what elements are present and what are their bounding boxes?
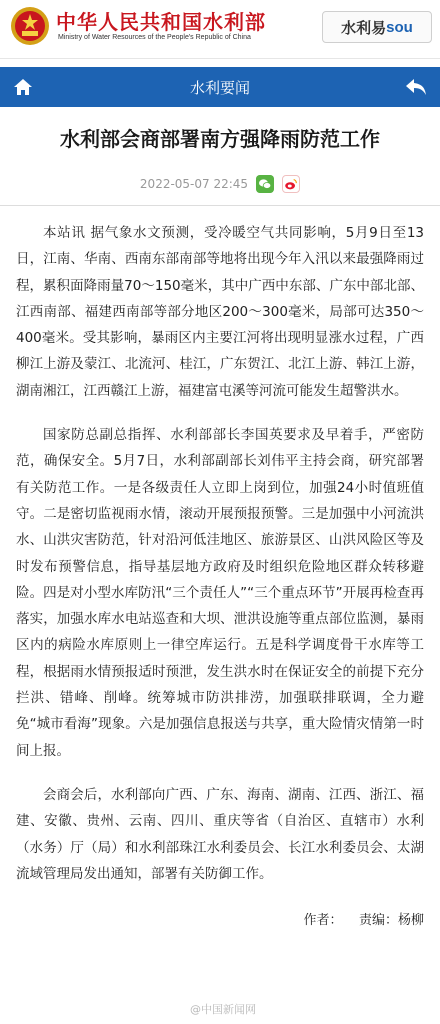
publish-timestamp: 2022-05-07 22:45 [139,177,249,191]
shuili-yisou-logo[interactable] [322,11,432,43]
nav-title: 水利要闻 [189,78,250,97]
article-byline: 作者： 责编：杨柳 [303,913,424,929]
app-logo-latin: sou [386,18,413,36]
article-meta [0,173,440,195]
article-paragraph: 本站讯 据气象水文预测，受冷暖空气共同影响，5月9日至13日，江南、华南、西南东部南部等地将出现今年入汛以来最强降雨过程，累积面降雨量70～150毫米，其中广西中东部、广东中部北部、江西南部、福建西南部等部分地区200～300毫米，局部可达350～400毫米。受其影响，暴雨区内主要江河将出现明显涨水过程，广西柳江上游及蒙江、北流河、桂江，广东贺江、北江上游、韩江上游，湖南湘江，江西赣江上游，福建富屯溪等河流可能发生超警洪水。 [16,225,424,399]
source-watermark: @中国新闻网 [190,1003,256,1016]
article-paragraph: 会商会后，水利部向广西、广东、海南、湖南、江西、浙江、福建、安徽、贵州、云南、四川、重庆等省（自治区、直辖市）水利（水务）厅（局）和水利部珠江水利委员会、长江水利委员会、太湖流域管理局发出通知，部署有关防御工作。 [16,786,424,882]
ministry-name-cn: 中华人民共和国水利部 [56,10,266,34]
home-icon[interactable] [12,76,34,98]
national-emblem-icon [10,6,50,46]
article-title: 水利部会商部署南方强降雨防范工作 [60,127,380,151]
title-divider [0,205,440,206]
article-body [0,220,440,887]
site-header [0,0,440,59]
ministry-name-en: Ministry of Water Resources of the People's Republic of China [58,34,251,41]
back-arrow-icon[interactable] [404,76,428,98]
article-paragraph: 国家防总副总指挥、水利部部长李国英要求及早着手，严密防范，确保安全。5月7日，水利部副部长刘伟平主持会商，研究部署有关防范工作。一是各级责任人立即上岗到位，加强24小时值班值守。二是密切监视雨水情，滚动开展预报预警。三是加强中小河流洪水、山洪灾害防范，针对沿河低洼地区、旅游景区、山洪风险区等及时发布预警信息，指导基层地方政府及时组织危险地区群众转移避险。四是对小型水库防汛“三个责任人”“三个重点环节”开展再检查再落实，加强水库水电站巡查和大坝、泄洪设施等重点部位监测，暴雨区内的病险水库原则上一律空库运行。五是科学调度骨干水库等工程，根据雨水情预报适时预泄，发生洪水时在保证安全的前提下充分拦洪、错峰、削峰。统筹城市防洪排涝，加强联排联调，全力避免“城市看海”现象。六是加强信息报送与共享，重大险情灾情第一时间上报。 [16,427,424,759]
nav-bar [0,67,440,107]
app-logo-cn: 水利易 [341,18,387,37]
wechat-icon[interactable] [256,175,274,193]
weibo-icon[interactable] [282,175,300,193]
